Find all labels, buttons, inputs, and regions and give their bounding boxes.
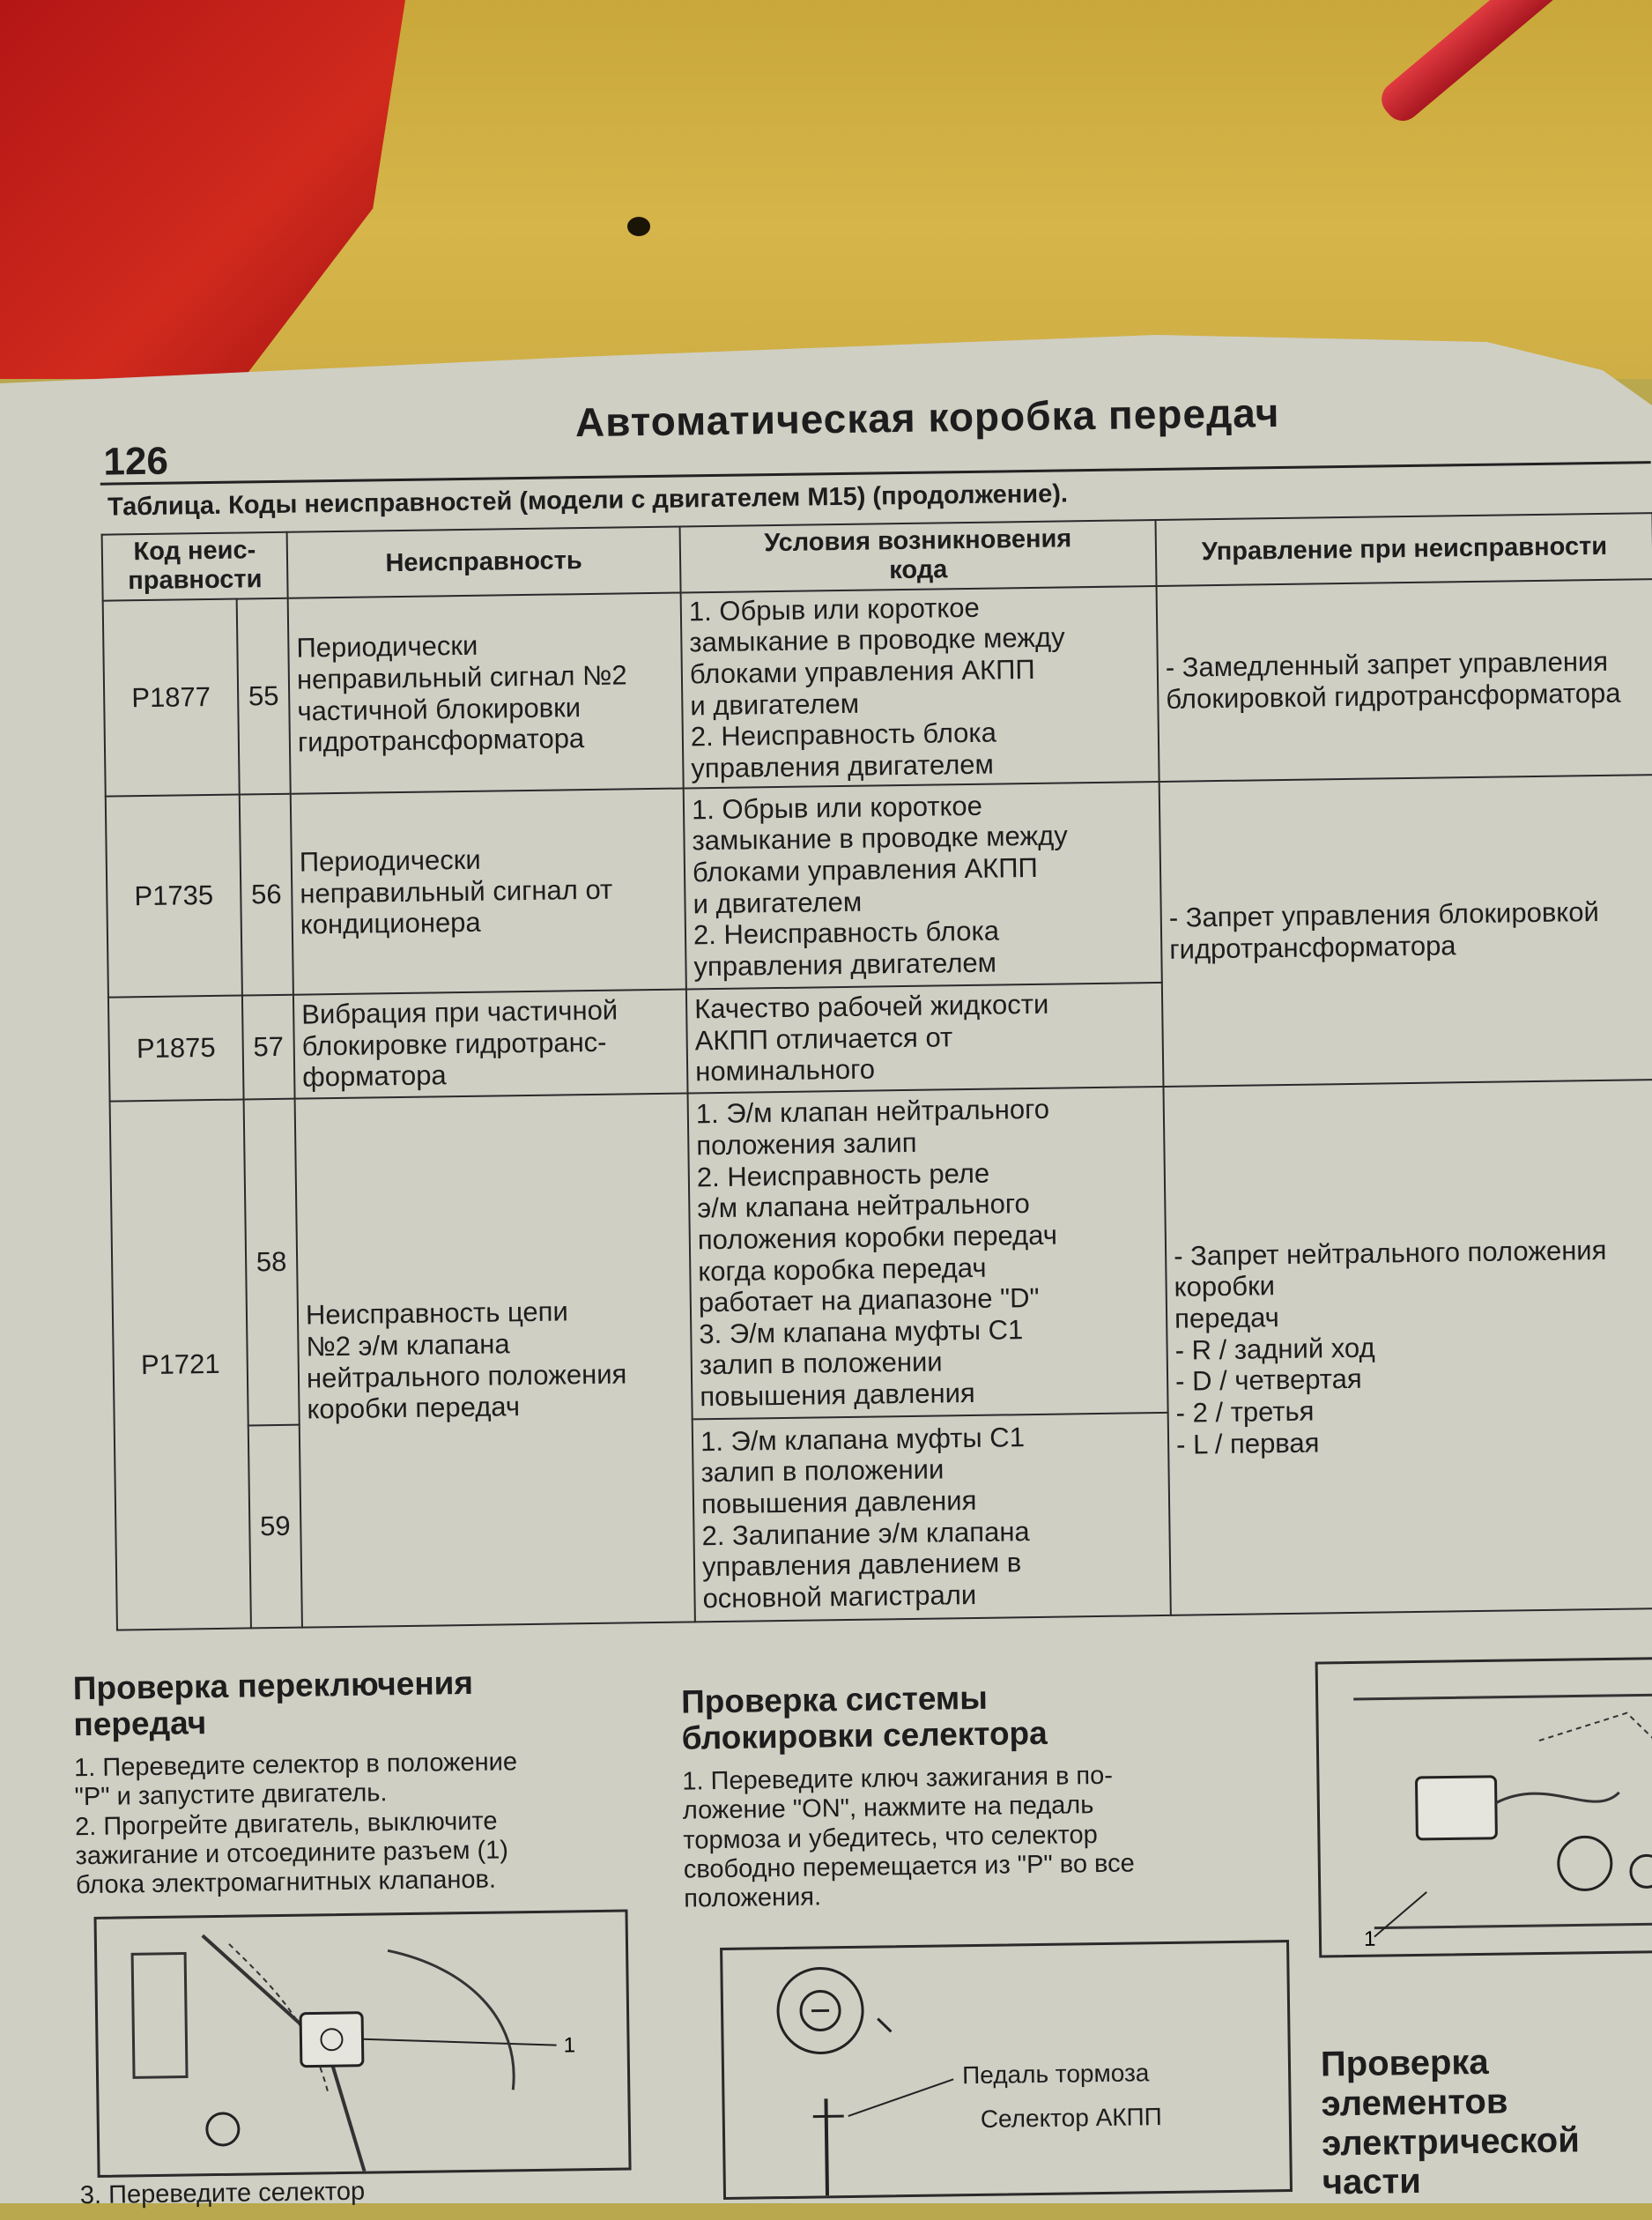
shift-check-text: 1. Переведите селектор в положение "P" и запустите двигатель. 2. Прогрейте двигатель, выключите зажигание и отсоедините разъем (1) блока электромагнитных клапанов. — [73, 1748, 518, 1900]
electrical-check-title: Проверка элементов электрической части — [1320, 2042, 1581, 2202]
lock-check-text: 1. Переведите ключ зажигания в по- ложение "ON", нажмите на педаль тормоза и убедитесь, что селектор свободно перемещается из "P" во все положения. — [682, 1761, 1135, 1913]
shift-check-continued: 3. Переведите селектор — [79, 2177, 366, 2210]
conditions-cell: 1. Обрыв или короткое замыкание в проводке между блоками управления АКПП и двигателем 2. Неисправность блока управления двигателем — [684, 781, 1162, 989]
header-conditions: Условия возникновения кода — [680, 520, 1157, 592]
number-cell: 57 — [242, 994, 295, 1099]
number-cell: 58 — [244, 1098, 300, 1425]
control-cell: - Замедленный запрет управления блокировкой гидротрансформатора — [1157, 579, 1652, 782]
table-row — [110, 1080, 1652, 1428]
connector-figure — [94, 1910, 632, 2178]
table-row — [106, 775, 1652, 998]
code-cell: P1875 — [108, 995, 244, 1101]
number-cell: 55 — [237, 598, 291, 794]
control-cell: - Запрет управления блокировкой гидротрансформатора — [1159, 775, 1652, 1087]
header-control: Управление при неисправности — [1156, 513, 1652, 586]
conditions-cell: 1. Э/м клапан нейтрального положения залип 2. Неисправность реле э/м клапана нейтрального положения коробки передач когда коробка передач работает на диапазоне "D" 3. Э/м клапана муфты С1 залип в положении повышения давления — [688, 1086, 1168, 1419]
page-number: 126 — [103, 439, 169, 484]
shift-check-title: Проверка переключения передач — [72, 1664, 474, 1743]
right-drawing — [1318, 1659, 1652, 1955]
number-cell: 59 — [248, 1424, 302, 1628]
code-cell: P1721 — [110, 1099, 251, 1630]
connector-drawing — [97, 1912, 629, 2175]
table-caption: Таблица. Коды неисправностей (модели с двигателем М15) (продолжение). — [107, 479, 1069, 522]
conditions-cell: 1. Обрыв или короткое замыкание в проводке между блоками управления АКПП и двигателем 2. Неисправность блока управления двигателем — [681, 586, 1159, 788]
header-fault: Неисправность — [287, 527, 681, 598]
brake-pedal-label: Педаль тормоза — [961, 2059, 1150, 2090]
running-head: Автоматическая коробка передач — [574, 390, 1280, 446]
number-cell: 56 — [240, 793, 293, 995]
code-cell: P1877 — [103, 598, 240, 796]
table-row — [103, 579, 1652, 796]
conditions-cell: Качество рабочей жидкости АКПП отличается от номинального — [686, 982, 1164, 1093]
conditions-cell: 1. Э/м клапана муфты С1 залип в положении повышения давления 2. Залипание э/м клапана управления давлением в основной магистрали — [693, 1412, 1171, 1622]
code-cell: P1735 — [106, 794, 242, 997]
fault-cell: Периодически неправильный сигнал №2 частичной блокировки гидротрансформатора — [288, 592, 684, 793]
lock-check-title: Проверка системы блокировки селектора — [680, 1679, 1048, 1757]
fault-cell: Периодически неправильный сигнал от кондиционера — [291, 788, 686, 994]
control-cell: - Запрет нейтрального положения коробки передач - R / задний ход - D / четвертая - 2 / третья - L / первая — [1163, 1080, 1652, 1615]
figure-callout: 1 — [1363, 1927, 1376, 1951]
fault-cell: Вибрация при частичной блокировке гидротранс- форматора — [293, 989, 688, 1098]
fault-codes-table — [101, 512, 1652, 1630]
figure-callout: 1 — [563, 2033, 576, 2058]
fault-cell: Неисправность цепи №2 э/м клапана нейтрального положения коробки передач — [295, 1093, 695, 1627]
dark-spot — [627, 217, 650, 236]
header-code: Код неис- правности — [102, 532, 288, 601]
selector-label: Селектор АКПП — [980, 2103, 1163, 2133]
page-content — [72, 348, 1652, 2210]
right-figure — [1315, 1656, 1652, 1957]
selector-figure — [720, 1940, 1293, 2200]
